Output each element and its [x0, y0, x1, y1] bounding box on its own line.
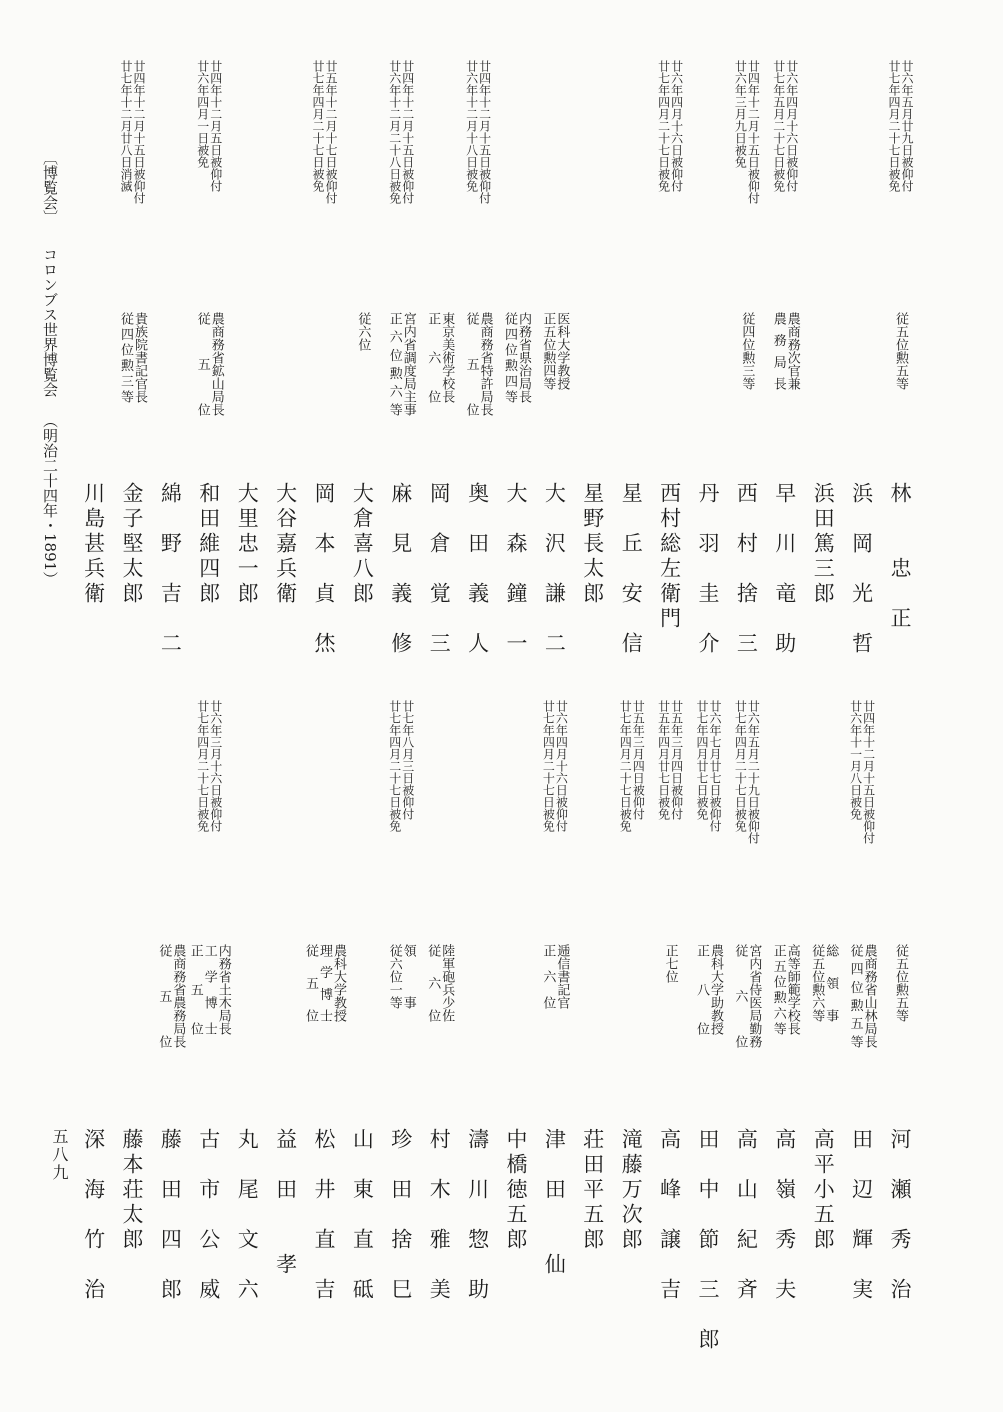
member-name: 西村総左衛門	[657, 482, 682, 632]
member-position-line: 農商務省山林局長	[861, 944, 877, 1048]
member-name: 西 村 捨 三	[734, 482, 759, 657]
running-title: コロンブス世界博覧会	[41, 247, 59, 397]
member-position-line: 従五位勲五等	[893, 312, 908, 390]
member-position-line: 陸軍砲兵少佐	[439, 944, 455, 1022]
member-position-line: 従六位	[355, 312, 371, 351]
member-name: 藤 田 四 郎	[158, 1128, 183, 1303]
member-position-line: 農商務省特許局長	[477, 312, 493, 416]
member-name: 深 海 竹 治	[81, 1128, 106, 1303]
member-position	[303, 944, 345, 1022]
member-dates	[657, 700, 683, 820]
member-dates	[618, 700, 644, 832]
member-dates-line: 廿七年四月二十七日被免	[618, 700, 633, 832]
member-position-line: 従六位一等	[386, 944, 402, 1009]
member-dates-line: 廿七年十二月廿八日消滅	[119, 60, 133, 192]
member-position-line: 従五位	[194, 312, 210, 416]
member-dates-line: 廿七年四月二十七日被免	[195, 700, 210, 832]
member-dates	[119, 60, 145, 204]
member-position-line: 農商務省鉱山局長	[208, 312, 224, 416]
member-position-line: 正六位勲六等	[386, 312, 402, 416]
member-name: 古 市 公 威	[196, 1128, 221, 1303]
member-dates-line: 廿四年十二月十五日被仰付	[477, 60, 492, 204]
member-position-line: 内務省県治局長	[516, 312, 531, 403]
member-position-line: 正七位	[662, 944, 678, 983]
member-name: 大倉喜八郎	[350, 482, 375, 607]
member-dates-line: 廿六年七月廿七日被仰付	[708, 700, 722, 832]
member-dates	[196, 60, 222, 192]
member-position	[118, 312, 146, 403]
member-dates	[388, 700, 414, 832]
member-name: 中橋徳五郎	[504, 1128, 528, 1253]
member-dates-line: 廿四年十二月十五日被仰付	[400, 60, 415, 204]
member-position	[425, 312, 453, 403]
member-position-line: 正五位勲六等	[770, 944, 786, 1035]
member-dates-line: 廿六年十二月十八日被免	[464, 60, 479, 192]
member-position	[156, 944, 184, 1048]
member-position-line: 農務局長	[770, 312, 786, 390]
member-name: 河 瀬 秀 治	[888, 1128, 912, 1303]
member-position-line: 農商務次官兼	[784, 312, 800, 390]
member-dates-line: 廿七年四月二十七日被免	[887, 60, 901, 192]
member-dates-line: 廿七年四月二十七日被免	[541, 700, 556, 832]
member-position	[188, 944, 230, 1035]
member-position	[893, 944, 907, 1022]
member-position-line: 貴族院書記官長	[132, 312, 147, 403]
member-dates	[695, 700, 721, 832]
member-position	[540, 312, 568, 390]
member-dates-line: 廿六年三月九日被免	[733, 60, 748, 168]
member-name: 綿 野 吉 二	[158, 482, 183, 657]
member-dates-line: 廿六年三月十六日被仰付	[208, 700, 223, 832]
member-position	[694, 944, 722, 1035]
running-header	[40, 150, 61, 586]
member-position	[540, 944, 568, 1009]
member-dates-line: 廿四年十二月五日被仰付	[208, 60, 223, 192]
member-name: 川島甚兵衛	[81, 482, 106, 607]
member-position	[732, 944, 760, 1048]
member-position-line: 農科大学教授	[331, 944, 346, 1022]
member-position-line: 逓信書記官	[554, 944, 570, 1009]
member-dates	[733, 60, 759, 204]
member-position	[195, 312, 223, 416]
member-position	[464, 312, 492, 416]
page-number: 五八九	[50, 1128, 69, 1182]
member-dates-line: 廿七年四月二十七日被免	[656, 60, 671, 192]
member-position-line: 内務省土木局長	[215, 944, 231, 1035]
member-name: 高 峰 譲 吉	[657, 1128, 682, 1303]
member-name: 益 田 孝	[273, 1128, 298, 1278]
member-dates	[657, 60, 683, 192]
member-name: 大谷嘉兵衛	[273, 482, 298, 607]
member-dates	[196, 700, 222, 832]
member-name: 荘田平五郎	[580, 1128, 605, 1253]
member-dates-line: 廿六年四月十六日被仰付	[669, 60, 684, 192]
member-dates-line: 廿七年八月三日被仰付	[400, 700, 415, 820]
member-dates-line: 廿五年四月廿七日被免	[656, 700, 671, 820]
member-dates-line: 廿六年四月十六日被仰付	[554, 700, 569, 832]
member-position-line: 従四位勲三等	[739, 312, 755, 390]
member-dates-line: 廿七年四月二十七日被免	[311, 60, 325, 192]
section-label: 〔博覧会〕	[41, 150, 59, 225]
member-dates	[541, 700, 567, 832]
member-name: 和田維四郎	[196, 482, 221, 607]
member-position-line: 総領事	[823, 944, 839, 1022]
member-position-line: 正五位勲四等	[540, 312, 556, 390]
member-dates-line: 廿六年五月廿九日被仰付	[900, 60, 914, 192]
member-name: 奥 田 義 人	[465, 482, 490, 657]
member-dates-line: 廿七年四月二十七日被免	[733, 700, 748, 832]
running-era: （明治二十四年・1891）	[41, 413, 59, 587]
member-position-line: 従六位	[732, 944, 748, 1048]
member-position-line: 高等師範学校長	[784, 944, 800, 1035]
member-position-line: 従六位	[425, 944, 441, 1022]
member-dates-line: 廿六年五月二十九日被仰付	[746, 700, 761, 844]
member-position	[502, 312, 530, 403]
member-position	[893, 312, 907, 390]
member-position-line: 東京美術学校長	[439, 312, 455, 403]
member-dates	[733, 700, 759, 844]
member-position	[663, 944, 677, 983]
member-position-line: 宮内省侍医局勤務	[746, 944, 762, 1048]
member-dates-line: 廿六年四月十六日被仰付	[784, 60, 799, 192]
member-name: 岡 倉 覚 三	[427, 482, 452, 657]
member-name: 星野長太郎	[580, 482, 605, 607]
member-name: 早 川 竜 助	[772, 482, 797, 657]
member-dates	[849, 700, 875, 844]
member-position	[739, 312, 753, 390]
member-dates	[388, 60, 414, 204]
member-name: 高 嶺 秀 夫	[772, 1128, 797, 1303]
member-dates	[887, 60, 913, 192]
member-dates-line: 廿六年十一月八日被免	[848, 700, 863, 820]
member-position	[771, 944, 799, 1035]
member-position-line: 従四位勲三等	[118, 312, 133, 403]
member-position	[848, 944, 876, 1048]
member-name: 浜田篤三郎	[811, 482, 836, 607]
member-name: 星 丘 安 信	[619, 482, 644, 657]
member-position	[355, 312, 369, 351]
member-dates-line: 廿五年三月四日被仰付	[631, 700, 646, 820]
member-dates	[772, 60, 798, 192]
member-name: 麻 見 義 修	[388, 482, 413, 657]
member-position-line: 従五位	[303, 944, 318, 1022]
member-position	[387, 944, 415, 1009]
member-name: 田 中 節 三 郎	[696, 1128, 720, 1353]
member-name: 丸 尾 文 六	[235, 1128, 260, 1303]
member-name: 濤 川 惣 助	[465, 1128, 490, 1303]
member-dates	[311, 60, 337, 204]
member-position-line: 従五位勲六等	[809, 944, 825, 1022]
member-name: 村 木 雅 美	[427, 1128, 452, 1303]
member-position-line: 従四位勲四等	[502, 312, 517, 403]
member-dates-line: 廿七年四月二十七日被免	[387, 700, 402, 832]
member-dates-line: 廿六年四月一日被免	[195, 60, 210, 168]
member-name: 大 沢 謙 二	[542, 482, 567, 657]
member-position-line: 農商務省農務局長	[170, 944, 186, 1048]
member-name: 高平小五郎	[811, 1128, 836, 1253]
member-dates-line: 廿四年十二月十五日被仰付	[132, 60, 146, 204]
member-name: 津 田 仙	[542, 1128, 567, 1278]
member-name: 大里忠一郎	[235, 482, 260, 607]
member-position-line: 領事	[400, 944, 416, 1009]
member-position-line: 正八位	[694, 944, 709, 1035]
member-name: 田 辺 輝 実	[849, 1128, 874, 1303]
member-name: 山 東 直 砥	[350, 1128, 375, 1303]
member-position-line: 従五位勲五等	[893, 944, 908, 1022]
member-dates-line: 廿七年五月二十七日被免	[771, 60, 786, 192]
member-position	[425, 944, 453, 1022]
member-position	[387, 312, 415, 416]
member-position-line: 医科大学教授	[554, 312, 570, 390]
member-name: 金子堅太郎	[120, 482, 144, 607]
member-name: 滝藤万次郎	[619, 1128, 644, 1253]
member-name: 珍 田 捨 巳	[388, 1128, 413, 1303]
member-name: 林 忠 正	[888, 482, 912, 632]
member-name: 藤本荘太郎	[120, 1128, 144, 1253]
member-dates-line: 廿七年四月廿七日被免	[695, 700, 709, 820]
member-name: 大 森 鐘 一	[504, 482, 528, 657]
member-name: 丹 羽 圭 介	[696, 482, 720, 657]
member-position-line: 正六位	[425, 312, 441, 403]
member-position	[809, 944, 837, 1022]
member-position-line: 農科大学助教授	[708, 944, 723, 1035]
member-dates	[465, 60, 491, 204]
member-dates-line: 廿五年三月四日被仰付	[669, 700, 684, 820]
member-name: 浜 岡 光 哲	[849, 482, 874, 657]
member-position-line: 従四位勲五等	[847, 944, 863, 1048]
member-dates-line: 廿五年十二月十七日被仰付	[324, 60, 338, 204]
member-position	[771, 312, 799, 390]
member-name: 松 井 直 吉	[312, 1128, 336, 1303]
member-name: 岡 本 貞 烋	[312, 482, 336, 657]
member-name: 高 山 紀 斉	[734, 1128, 759, 1303]
member-position-line: 宮内省調度局主事	[400, 312, 416, 416]
member-position-line: 工学博士	[201, 944, 217, 1035]
member-dates-line: 廿四年十二月十五日被仰付	[746, 60, 761, 204]
member-position-line: 従五位	[463, 312, 479, 416]
member-position-line: 従五位	[156, 944, 172, 1048]
member-position-line: 正五位	[187, 944, 203, 1035]
member-dates-line: 廿六年十二月二十八日被免	[387, 60, 402, 204]
member-position-line: 正六位	[540, 944, 556, 1009]
member-position-line: 理学博士	[317, 944, 332, 1022]
member-dates-line: 廿四年十二月十五日被仰付	[861, 700, 876, 844]
